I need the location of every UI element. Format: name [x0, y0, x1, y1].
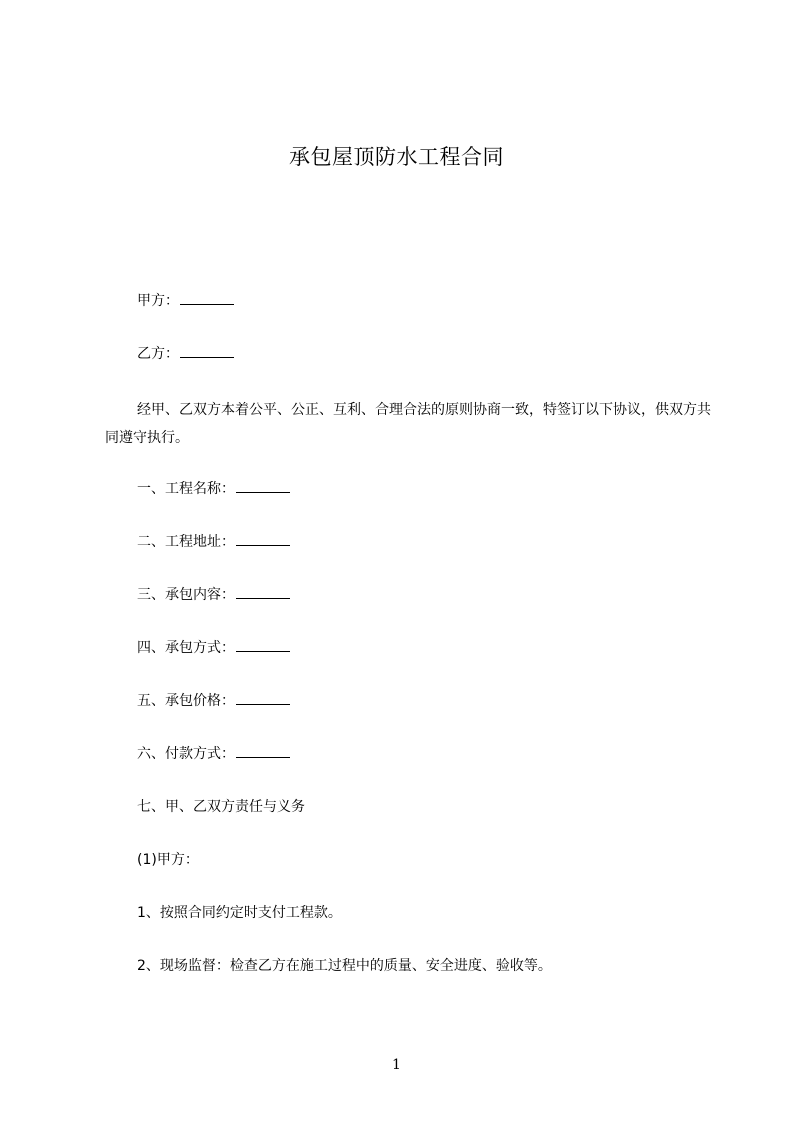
party-b-label: 乙方：: [137, 346, 179, 362]
party-a-subheading: (1)甲方：: [137, 852, 199, 868]
item-contract-scope-label: 三、承包内容：: [137, 587, 235, 603]
party-a-blank: [180, 290, 234, 305]
duty-item-1: 1、按照合同约定时支付工程款。: [137, 905, 342, 921]
project-address-blank: [236, 531, 290, 546]
page-number: 1: [392, 1057, 401, 1073]
preamble-paragraph: 经甲、乙双方本着公平、公正、互利、合理合法的原则协商一致，特签订以下协议，供双方共同遵守执行。: [105, 402, 711, 446]
payment-method-blank: [236, 743, 290, 758]
item-contract-method: [137, 637, 290, 659]
item-contract-price: [137, 690, 290, 712]
duty-item-2: 2、现场监督：检查乙方在施工过程中的质量、安全进度、验收等。: [137, 958, 552, 974]
item-contract-scope: [137, 584, 290, 606]
item-payment-method-label: 六、付款方式：: [137, 746, 235, 762]
contract-scope-blank: [236, 584, 290, 599]
item-project-name-label: 一、工程名称：: [137, 481, 235, 497]
contract-title: 承包屋顶防水工程合同: [289, 145, 504, 169]
party-b-blank: [180, 343, 234, 358]
contract-method-blank: [236, 637, 290, 652]
item-contract-price-label: 五、承包价格：: [137, 693, 235, 709]
party-a-label: 甲方：: [137, 293, 179, 309]
item-responsibilities-heading: 七、甲、乙双方责任与义务: [137, 799, 305, 815]
party-a-line: [137, 290, 234, 312]
party-b-line: [137, 343, 234, 365]
item-payment-method: [137, 743, 290, 765]
contract-price-blank: [236, 690, 290, 705]
item-project-address-label: 二、工程地址：: [137, 534, 235, 550]
item-project-name: [137, 478, 290, 500]
item-contract-method-label: 四、承包方式：: [137, 640, 235, 656]
project-name-blank: [236, 478, 290, 493]
item-project-address: [137, 531, 290, 553]
